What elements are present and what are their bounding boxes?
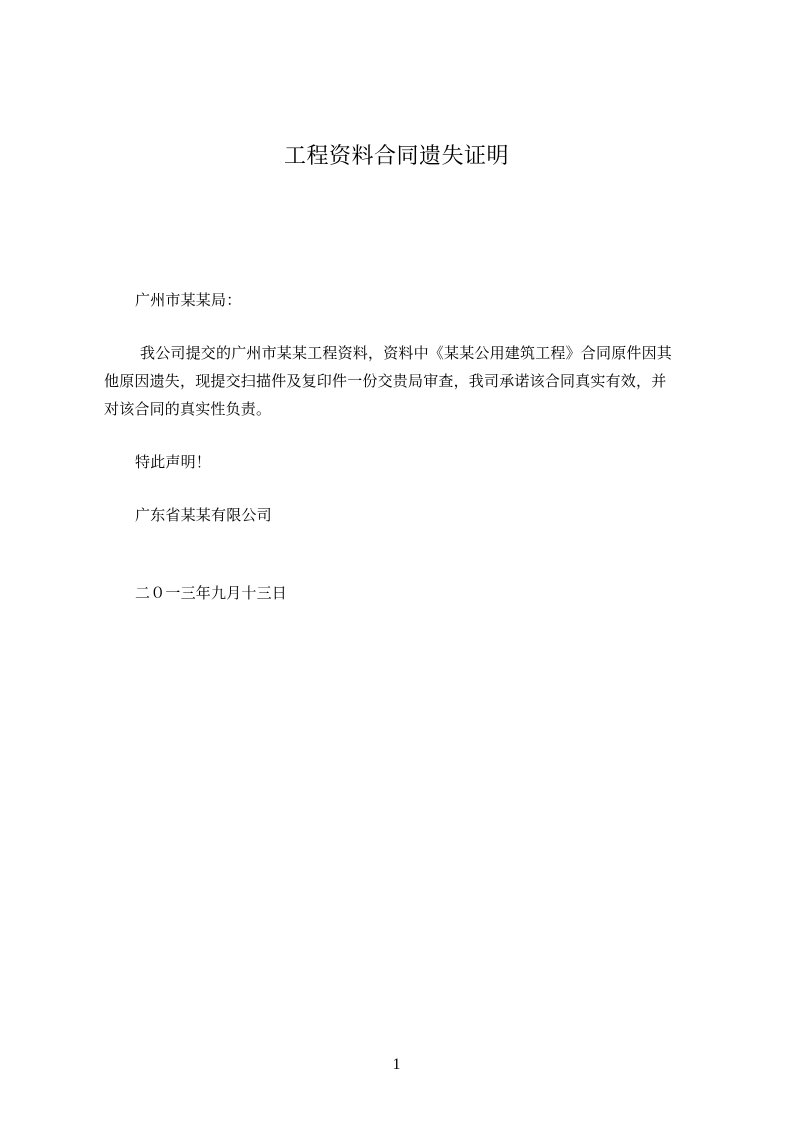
body-paragraph-line-2: 他原因遗失，现提交扫描件及复印件一份交贵局审查，我司承诺该合同真实有效，并 (104, 372, 667, 390)
body-paragraph-line-1: 我公司提交的广州市某某工程资料，资料中《某某公用建筑工程》合同原件因其 (140, 344, 673, 362)
body-paragraph-line-3: 对该合同的真实性负责。 (104, 400, 272, 418)
document-date: 二０一三年九月十三日 (135, 584, 288, 602)
page-number: 1 (392, 1056, 401, 1073)
company-name: 广东省某某有限公司 (135, 506, 272, 524)
closing-statement: 特此声明！ (135, 453, 212, 471)
salutation: 广州市某某局： (135, 291, 242, 309)
document-title: 工程资料合同遗失证明 (283, 144, 509, 169)
